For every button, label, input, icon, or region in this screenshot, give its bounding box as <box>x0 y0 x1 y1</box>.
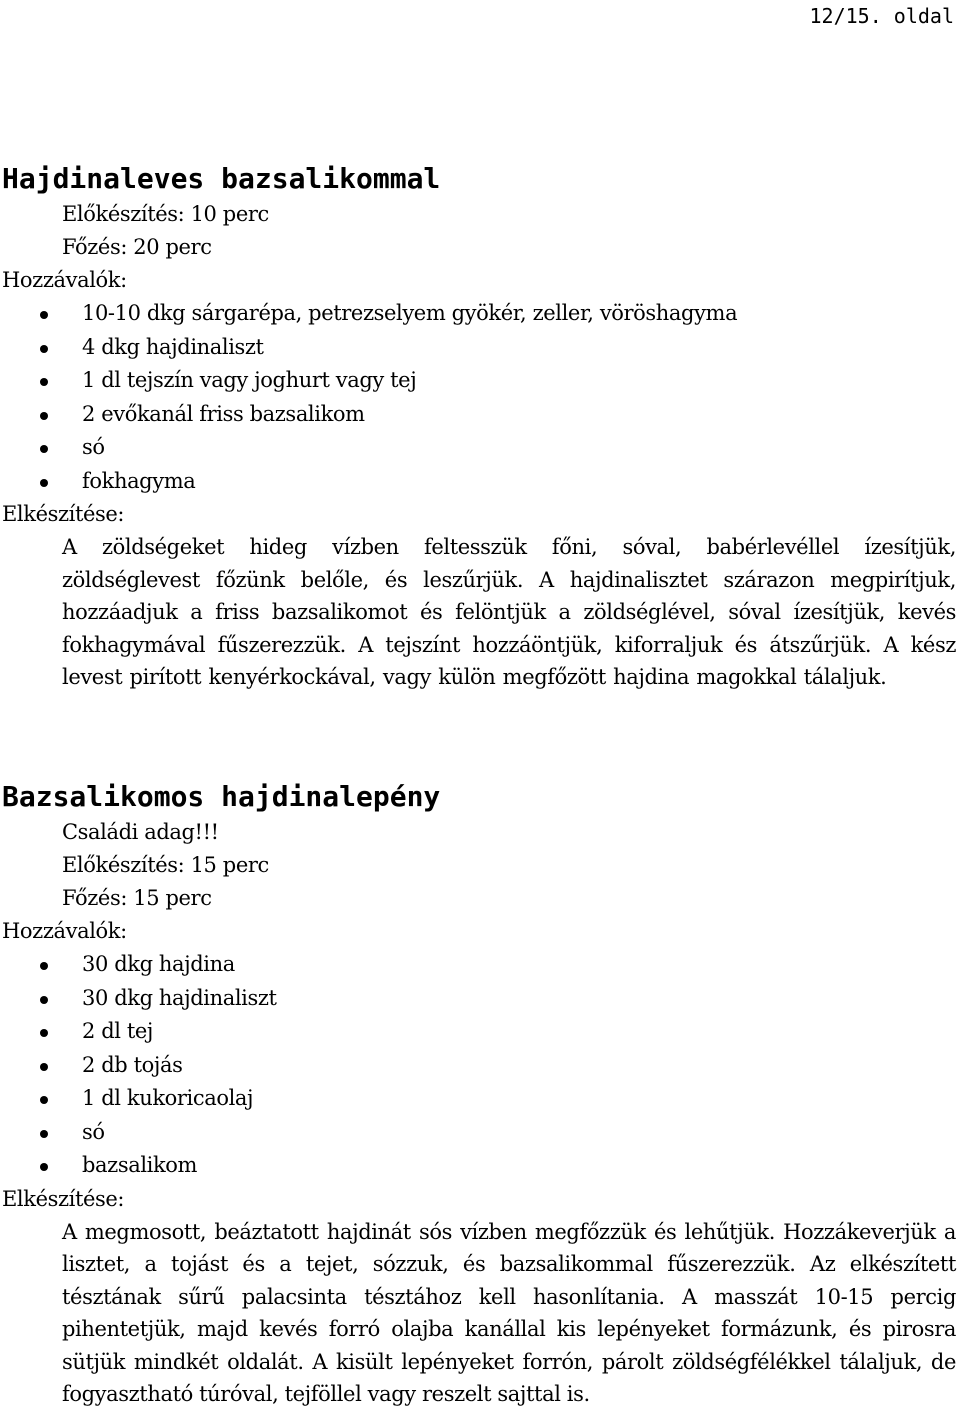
ingredient-item: 4 dkg hajdinaliszt <box>0 331 960 365</box>
ingredient-item: 2 dl tej <box>0 1015 960 1049</box>
prep-time: Előkészítés: 15 perc <box>62 853 269 877</box>
method-text: A megmosott, beáztatott hajdinát sós vízben megfőzzük és lehűtjük. Hozzákeverjük a lisztet, a tojást és a tejet, sózzuk, és bazsalikommal fűszerezzük. Az elkészített tésztának sűrű palacsinta tésztához kell hasonlítania. A masszát 10-15 percig pihentetjük, majd kevés forró olajba kanállal kis lepényeket formázunk, és pirosra sütjük mindkét oldalát. A kisült lepényeket forrón, párolt zöldségfélékkel tálaljuk, de fogyasztható túróval, tejföllel vagy reszelt sajttal is. <box>62 1219 956 1406</box>
ingredients-label: Hozzávalók: <box>2 919 127 943</box>
page-number: 12/15. oldal <box>809 4 954 28</box>
method-label: Elkészítése: <box>2 1186 125 1211</box>
recipe-title: Hajdinaleves bazsalikommal <box>2 162 441 195</box>
ingredient-item: 1 dl kukoricaolaj <box>0 1082 960 1116</box>
recipe-hajdinalepeny <box>0 778 960 1411</box>
ingredient-item: 2 db tojás <box>0 1049 960 1083</box>
ingredient-item: só <box>0 431 960 465</box>
ingredient-item: 30 dkg hajdina <box>0 948 960 982</box>
cook-time: Főzés: 20 perc <box>62 235 212 259</box>
ingredient-item: 10-10 dkg sárgarépa, petrezselyem gyökér, zeller, vöröshagyma <box>0 297 960 331</box>
cook-time: Főzés: 15 perc <box>62 886 212 910</box>
ingredient-item: 2 evőkanál friss bazsalikom <box>0 398 960 432</box>
recipe-title: Bazsalikomos hajdinalepény <box>2 780 441 813</box>
prep-time: Előkészítés: 10 perc <box>62 202 269 226</box>
ingredients-label: Hozzávalók: <box>2 268 127 292</box>
serving-note: Családi adag!!! <box>62 820 219 844</box>
recipe-hajdinaleves <box>0 160 960 694</box>
ingredient-item: bazsalikom <box>0 1149 960 1183</box>
ingredient-item: 1 dl tejszín vagy joghurt vagy tej <box>0 364 960 398</box>
ingredient-item: 30 dkg hajdinaliszt <box>0 982 960 1016</box>
ingredient-item: fokhagyma <box>0 465 960 499</box>
method-text: A zöldségeket hideg vízben feltesszük főni, sóval, babérlevéllel ízesítjük, zöldséglevest főzünk belőle, és leszűrjük. A hajdinalisztet szárazon megpirítjuk, hozzáadjuk a friss bazsalikomot és felöntjük a zöldséglével, sóval ízesítjük, kevés fokhagymával fűszerezzük. A tejszínt hozzáöntjük, kiforraljuk és átszűrjük. A kész levest pirított kenyérkockával, vagy külön megfőzött hajdina magokkal tálaljuk. <box>62 535 956 689</box>
method-label: Elkészítése: <box>2 502 125 526</box>
ingredient-item: só <box>0 1116 960 1150</box>
ingredient-list <box>0 297 960 498</box>
ingredient-list <box>0 948 960 1183</box>
